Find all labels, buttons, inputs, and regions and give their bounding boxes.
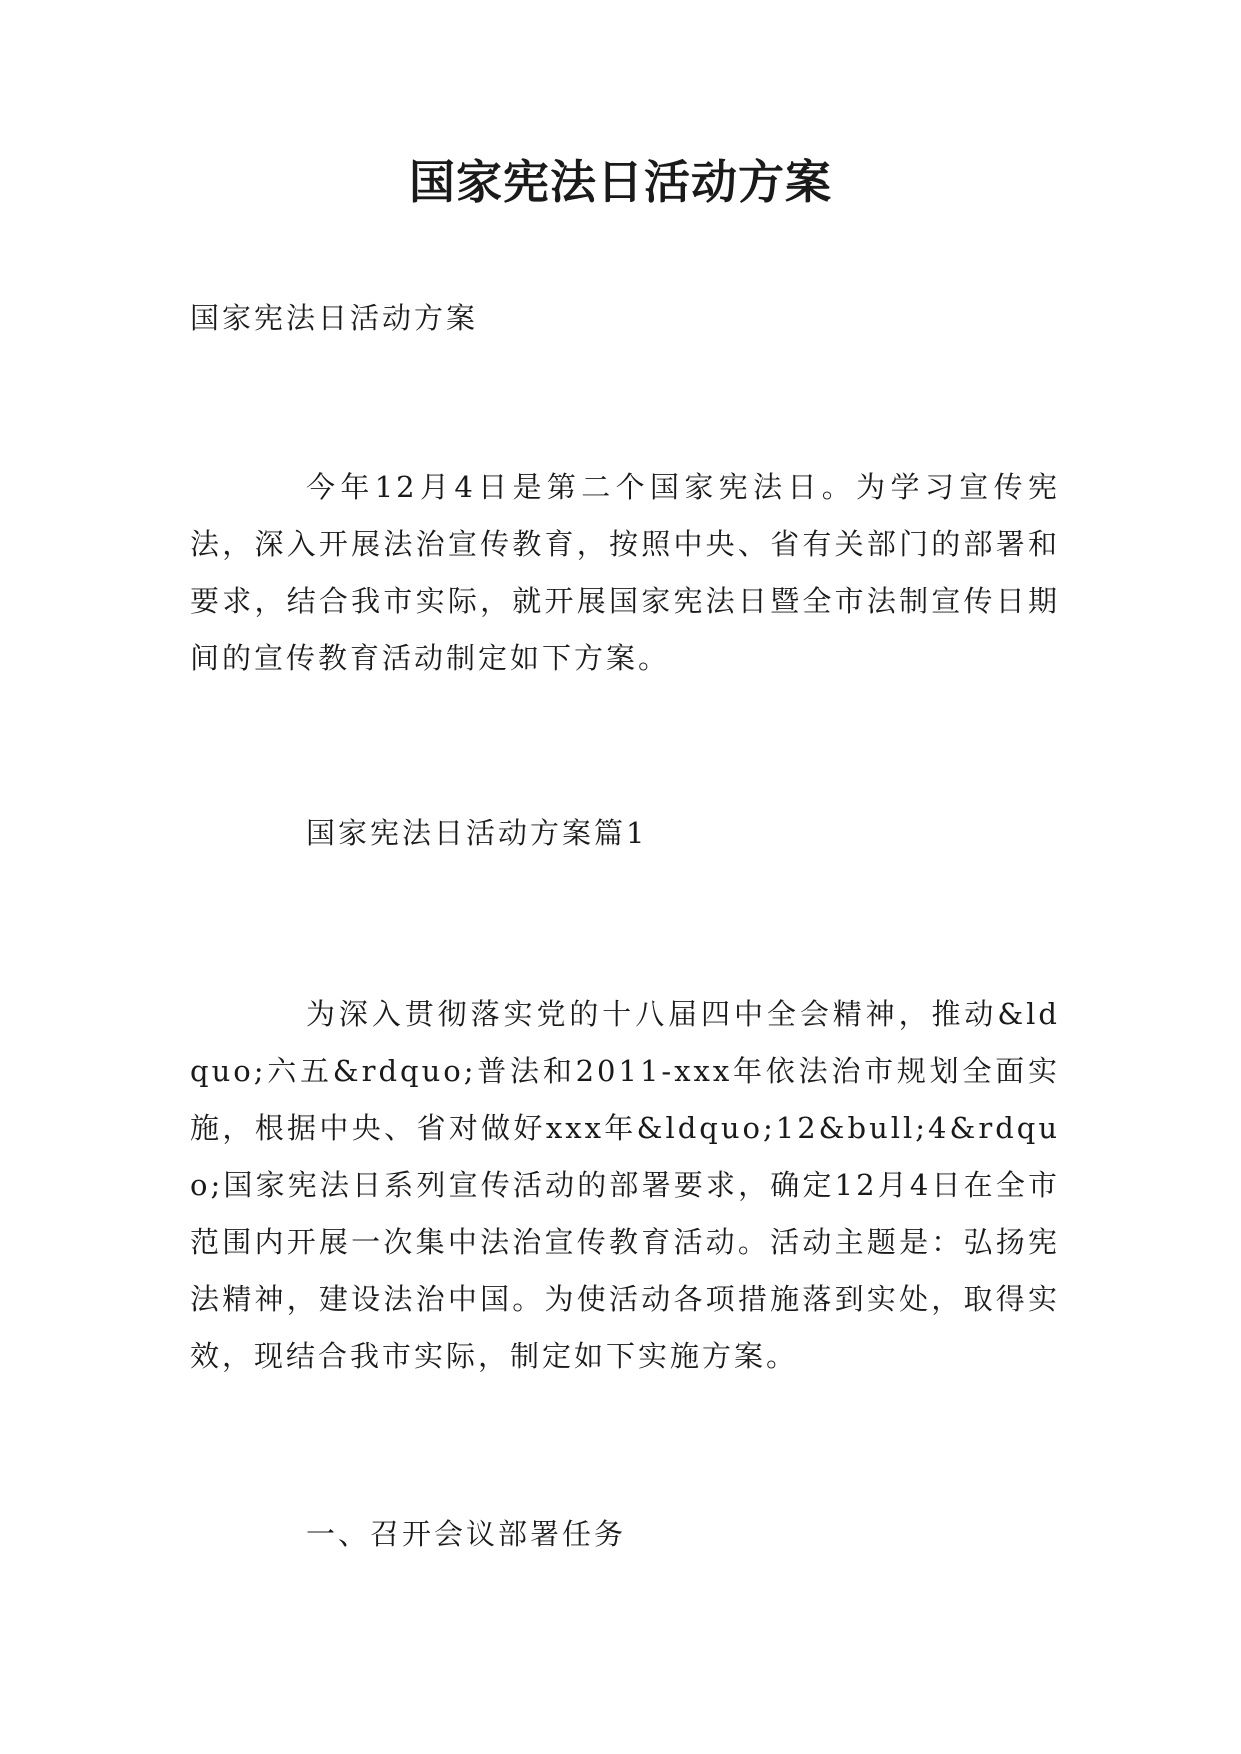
body-paragraph: 为深入贯彻落实党的十八届四中全会精神，推动&ldquo;六五&rdquo;普法和2011-xxx年依法治市规划全面实施，根据中央、省对做好xxx年&ldquo;12&bull;4&rdquo;国家宪法日系列宣传活动的部署要求，确定12月4日在全市范围内开展一次集中法治宣传教育活动。活动主题是：弘扬宪法精神，建设法治中国。为使活动各项措施落到实处，取得实效，现结合我市实际，制定如下实施方案。	[190, 997, 1060, 1373]
item-heading: 一、召开会议部署任务	[306, 1517, 627, 1551]
document-title: 国家宪法日活动方案	[409, 155, 832, 209]
document-subtitle: 国家宪法日活动方案	[190, 301, 479, 335]
section-heading: 国家宪法日活动方案篇1	[306, 816, 648, 850]
intro-paragraph: 今年12月4日是第二个国家宪法日。为学习宣传宪法，深入开展法治宣传教育，按照中央、省有关部门的部署和要求，结合我市实际，就开展国家宪法日暨全市法制宣传日期间的宣传教育活动制定如下方案。	[190, 470, 1060, 675]
